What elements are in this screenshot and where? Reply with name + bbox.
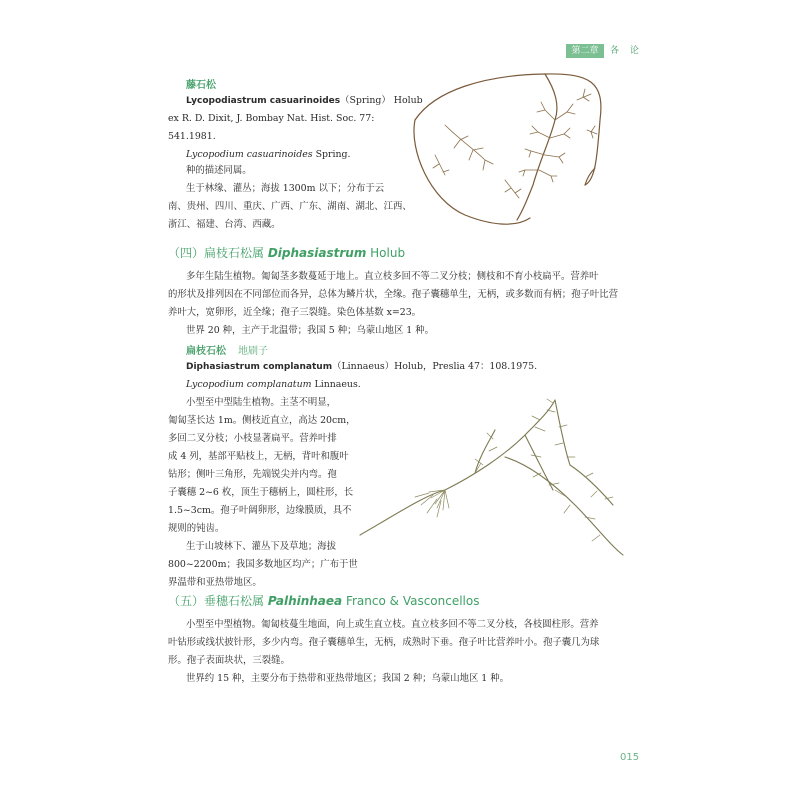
species-2-synonym [186, 376, 361, 393]
species-1-sci-name: Lycopodiastrum casuarinoides [186, 96, 341, 106]
chapter-title: 各 论 [610, 46, 643, 56]
genus-diphasiastrum-heading [168, 244, 405, 261]
species-2-sci [186, 358, 537, 376]
species-1-habitat-2: 南、贵州、四川、重庆、广西、广东、湖南、湖北、江西、 [168, 201, 412, 212]
genus-4-desc-3: 养叶大，宽卵形，近全缘；孢子三裂缝。染色体基数 x=23。 [168, 307, 422, 318]
species-2-desc-1: 小型至中型陆生植物。主茎不明显， [186, 397, 337, 408]
species-1-sci [186, 92, 423, 110]
species-1-sci-author: （Spring） Holub [340, 95, 423, 106]
specimen-diphasiastrum-image [355, 395, 645, 570]
chapter-tag: 第二章 [566, 44, 604, 58]
genus-4-latin: Diphasiastrum [267, 246, 367, 260]
page-number: 015 [620, 752, 640, 763]
species-1-habitat-3: 浙江、福建、台湾、西藏。 [168, 219, 281, 230]
genus-4-label: （四）扁枝石松属 [168, 246, 268, 260]
genus-5-latin: Palhinhaea [267, 594, 343, 608]
genus-4-author: Holub [366, 246, 406, 260]
species-1-habitat-1: 生于林缘、灌丛；海拔 1300m 以下；分布于云 [186, 183, 385, 194]
species-2-sci-name: Diphasiastrum complanatum [186, 362, 333, 372]
species-2-desc-6: 子囊穗 2~6 枚，顶生于穗柄上，圆柱形，长 [168, 487, 354, 498]
species-1-synonym [186, 146, 351, 163]
species-2-habitat-3: 界温带和亚热带地区。 [168, 577, 262, 588]
genus-5-distribution: 世界约 15 种，主要分布于热带和亚热带地区；我国 2 种；乌蒙山地区 1 种。 [186, 673, 509, 684]
species-1-name: 藤石松 [186, 80, 216, 91]
species-2-sci-author: （Linnaeus）Holub，Preslia 47：108.1975. [332, 361, 538, 372]
species-1-desc: 种的描述同属。 [186, 165, 252, 176]
species-2-desc-7: 1.5~3cm。孢子叶阔卵形，边缘膜质，具不 [168, 505, 352, 516]
species-2-desc-4: 成 4 列，基部平贴枝上，无柄，背叶和腹叶 [168, 451, 349, 462]
species-2-name-cn: 扁枝石松 [186, 346, 226, 357]
genus-4-desc-1: 多年生陆生植物。匍匐茎多数蔓延于地上。直立枝多回不等二叉分枝；侧枝和不育小枝扁平。营养叶 [186, 271, 599, 282]
specimen-lycopodiastrum-image [405, 60, 655, 235]
species-2-alias: 地刷子 [238, 346, 268, 357]
genus-5-author: Franco & Vasconcellos [342, 594, 480, 608]
genus-5-desc-3: 形。孢子表面块状，三裂缝。 [168, 655, 290, 666]
species-1-cite-2: 541.1981. [168, 131, 216, 142]
species-2-desc-8: 规则的钝齿。 [168, 523, 225, 534]
species-2-habitat-2: 800~2200m；我国多数地区均产；广布于世 [168, 559, 358, 570]
species-1-synonym-author: Spring. [312, 149, 351, 160]
species-2-habitat-1: 生于山坡林下、灌丛下及草地；海拔 [186, 541, 337, 552]
genus-5-desc-2: 叶钻形或线状披针形，多少内弯。孢子囊穗单生，无柄，成熟时下垂。孢子叶比营养叶小。孢子囊几为球 [168, 637, 600, 648]
species-2-desc-2: 匍匐茎长达 1m。侧枝近直立，高达 20cm， [168, 415, 356, 426]
species-1-cite-1: ex R. D. Dixit, J. Bombay Nat. Hist. Soc. 77: [168, 113, 375, 124]
genus-5-label: （五）垂穗石松属 [168, 594, 268, 608]
species-2-name [186, 342, 268, 357]
genus-4-distribution: 世界 20 种，主产于北温带；我国 5 种；乌蒙山地区 1 种。 [186, 325, 434, 336]
species-2-desc-3: 多回二叉分枝；小枝显著扁平。营养叶排 [168, 433, 337, 444]
species-2-synonym-author: Linnaeus. [311, 379, 361, 390]
genus-5-desc-1: 小型至中型植物。匍匐枝蔓生地面，向上或生直立枝。直立枝多回不等二叉分枝，各枝圆柱形。营养 [186, 619, 599, 630]
species-1-synonym-name: Lycopodium casuarinoides [186, 149, 313, 160]
species-2-desc-5: 钻形；侧叶三角形，先端锐尖并内弯。孢 [168, 469, 337, 480]
genus-4-desc-2: 的形状及排列因在不同部位而各异，总体为鳞片状，全缘。孢子囊穗单生，无柄，或多数而有柄；孢子叶比营 [168, 289, 619, 300]
species-2-synonym-name: Lycopodium complanatum [186, 379, 312, 390]
genus-palhinhaea-heading [168, 592, 480, 609]
